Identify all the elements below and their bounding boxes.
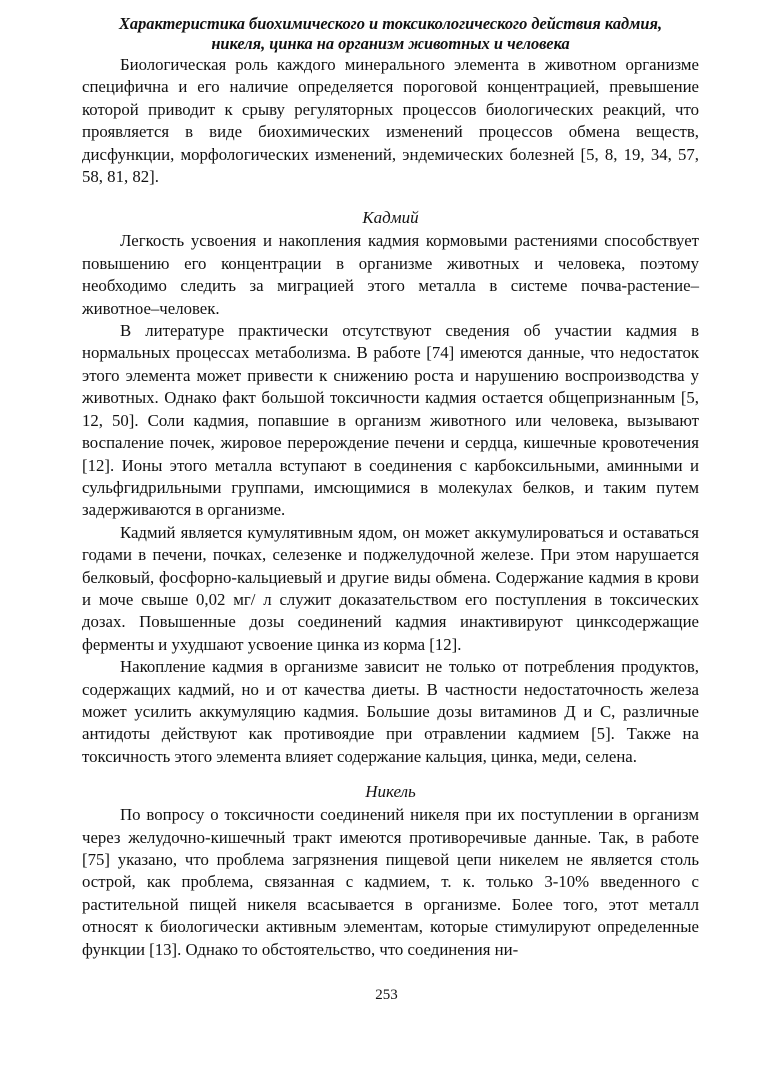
intro-paragraph: Биологическая роль каждого минерального элемента в животном организме специфична и его наличие определяется пороговой концентрацией, превышение которой приводит к срыву регуляторных процессов биологических реакций, что проявляется в виде биохимических изменений процессов обмена веществ, дисфункции, морфологических изменений, эндемических болезней [5, 8, 19, 34, 57, 58, 81, 82]. — [82, 55, 699, 187]
page-title — [82, 14, 699, 54]
nickel-paragraph-1: По вопросу о токсичности соединений никеля при их поступлении в организм через желудочно-кишечный тракт имеются противоречивые данные. Так, в работе [75] указано, что проблема загрязнения пищевой цепи никелем не является столь острой, как проблема, связанная с кадмием, т. к. только 3-10% введенного с растительной пищей никеля всасывается в организме. Более того, этот металл относят к биологически активным элементам, которые стимулируют определенные функции [13]. Однако то обстоятельство, что соединения ни- — [82, 805, 699, 959]
cadmium-paragraph-4: Накопление кадмия в организме зависит не только от потребления продуктов, содержащих кадмий, но и от качества диеты. В частности недостаточность железа может усилить аккумуляцию кадмия. Большие дозы витаминов Д и С, различные антидоты действуют как противоядие при отравлении кадмием [5]. Также на токсичность этого элемента влияет содержание кальция, цинка, меди, селена. — [82, 657, 699, 766]
cadmium-paragraph-2: В литературе практически отсутствуют сведения об участии кадмия в нормальных процессах метаболизма. В работе [74] имеются данные, что недостаток этого элемента может привести к снижению роста и нарушению воспроизводства у животных. Однако факт большой токсичности кадмия остается общепризнанным [5, 12, 50]. Соли кадмия, попавшие в организм животного или человека, вызывают воспаление почек, жировое перерождение печени и сердца, кишечные кровотечения [12]. Ионы этого металла вступают в соединения с карбоксильными, аминными и сульфгидрильными группами, имсющимися в молекулах белков, и таким путем задерживаются в организме. — [82, 321, 699, 520]
title-line-2: никеля, цинка на организм животных и человека — [211, 34, 570, 53]
page-number: 253 — [375, 987, 398, 1003]
section-heading-cadmium: Кадмий — [362, 208, 419, 228]
cadmium-paragraph-1: Легкость усвоения и накопления кадмия кормовыми растениями способствует повышению его концентрации в организме животных и человека, поэтому необходимо следить за миграцией этого металла в системе почва-растение–животное–человек. — [82, 231, 699, 318]
cadmium-paragraph-3: Кадмий является кумулятивным ядом, он может аккумулироваться и оставаться годами в печени, почках, селезенке и поджелудочной железе. При этом нарушается белковый, фосфорно-кальциевый и другие виды обмена. Содержание кадмия в крови и моче свыше 0,02 мг/ л служит доказательством его поступления в токсических дозах. Повышенные дозы соединений кадмия инактивируют цинксодержащие ферменты и ухудшают усвоение цинка из корма [12]. — [82, 522, 699, 654]
section-heading-nickel: Никель — [365, 782, 416, 802]
title-line-1: Характеристика биохимического и токсикологического действия кадмия, — [118, 14, 663, 33]
